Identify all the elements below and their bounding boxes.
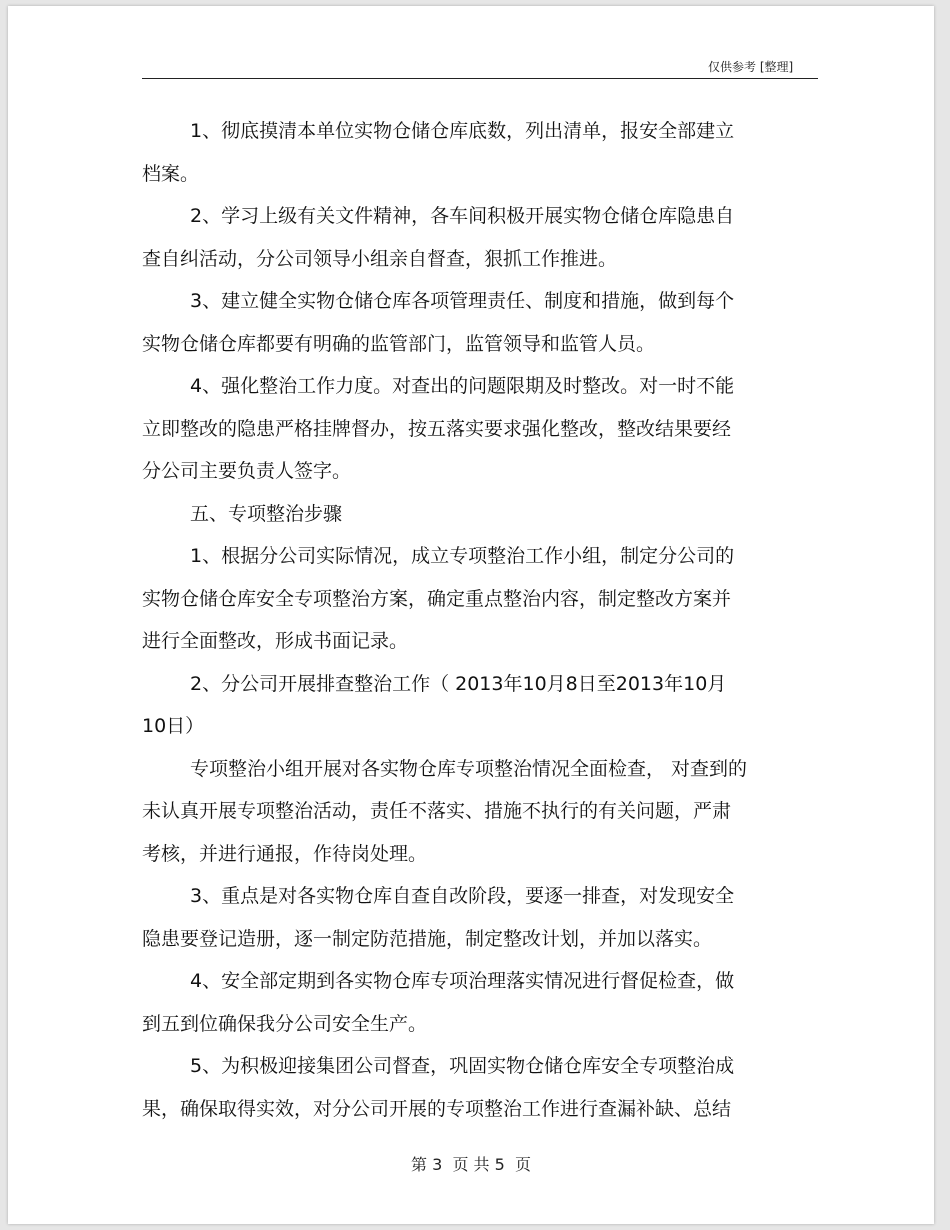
text-line: 隐患要登记造册，逐一制定防范措施，制定整改计划，并加以落实。 (142, 927, 713, 950)
text-line: 3、重点是对各实物仓库自查自改阶段，要逐一排查，对发现安全 (190, 885, 735, 907)
document-page (8, 6, 934, 1224)
text-line: 到五到位确保我分公司安全生产。 (142, 1012, 428, 1035)
text-line: 分公司主要负责人签字。 (142, 460, 352, 482)
text-line: 3、建立健全实物仓储仓库各项管理责任、制度和措施，做到每个 (190, 290, 735, 312)
text-line: 5、为积极迎接集团公司督查，巩固实物仓储仓库安全专项整治成 (190, 1055, 735, 1077)
header-divider (142, 78, 818, 79)
text-line: 专项整治小组开展对各实物仓库专项整治情况全面检查， 对查到的 (190, 757, 748, 780)
text-line: 立即整改的隐患严格挂牌督办，按五落实要求强化整改，整改结果要经 (142, 417, 732, 440)
text-line: 2、学习上级有关文件精神，各车间积极开展实物仓储仓库隐患自 (190, 205, 735, 227)
text-line: 2、分公司开展排查整治工作（ 2013年10月8日至2013年10月 (190, 672, 727, 695)
text-line: 档案。 (142, 162, 200, 185)
text-line: 1、根据分公司实际情况，成立专项整治工作小组，制定分公司的 (190, 545, 735, 567)
text-line: 进行全面整改，形成书面记录。 (142, 630, 409, 652)
page-number: 第 3 页 共 5 页 (411, 1155, 531, 1174)
text-line: 实物仓储仓库安全专项整治方案，确定重点整治内容，制定整改方案并 (142, 587, 732, 610)
text-line: 1、彻底摸清本单位实物仓储仓库底数，列出清单，报安全部建立 (190, 120, 735, 142)
text-line: 查自纠活动，分公司领导小组亲自督查，狠抓工作推进。 (142, 247, 618, 270)
text-line: 4、安全部定期到各实物仓库专项治理落实情况进行督促检查，做 (190, 970, 735, 992)
text-line: 五、专项整治步骤 (190, 502, 343, 525)
text-line: 10日） (142, 715, 205, 737)
document-body (142, 110, 822, 1130)
text-line: 果，确保取得实效，对分公司开展的专项整治工作进行查漏补缺、总结 (142, 1097, 732, 1120)
text-line: 4、强化整治工作力度。对查出的问题限期及时整改。对一时不能 (190, 375, 735, 397)
text-line: 实物仓储仓库都要有明确的监管部门，监管领导和监管人员。 (142, 332, 656, 355)
text-line: 未认真开展专项整治活动，责任不落实、措施不执行的有关问题，严肃 (142, 800, 732, 822)
header-note: 仅供参考 [整理] (708, 60, 794, 74)
text-line: 考核，并进行通报，作待岗处理。 (142, 842, 428, 865)
